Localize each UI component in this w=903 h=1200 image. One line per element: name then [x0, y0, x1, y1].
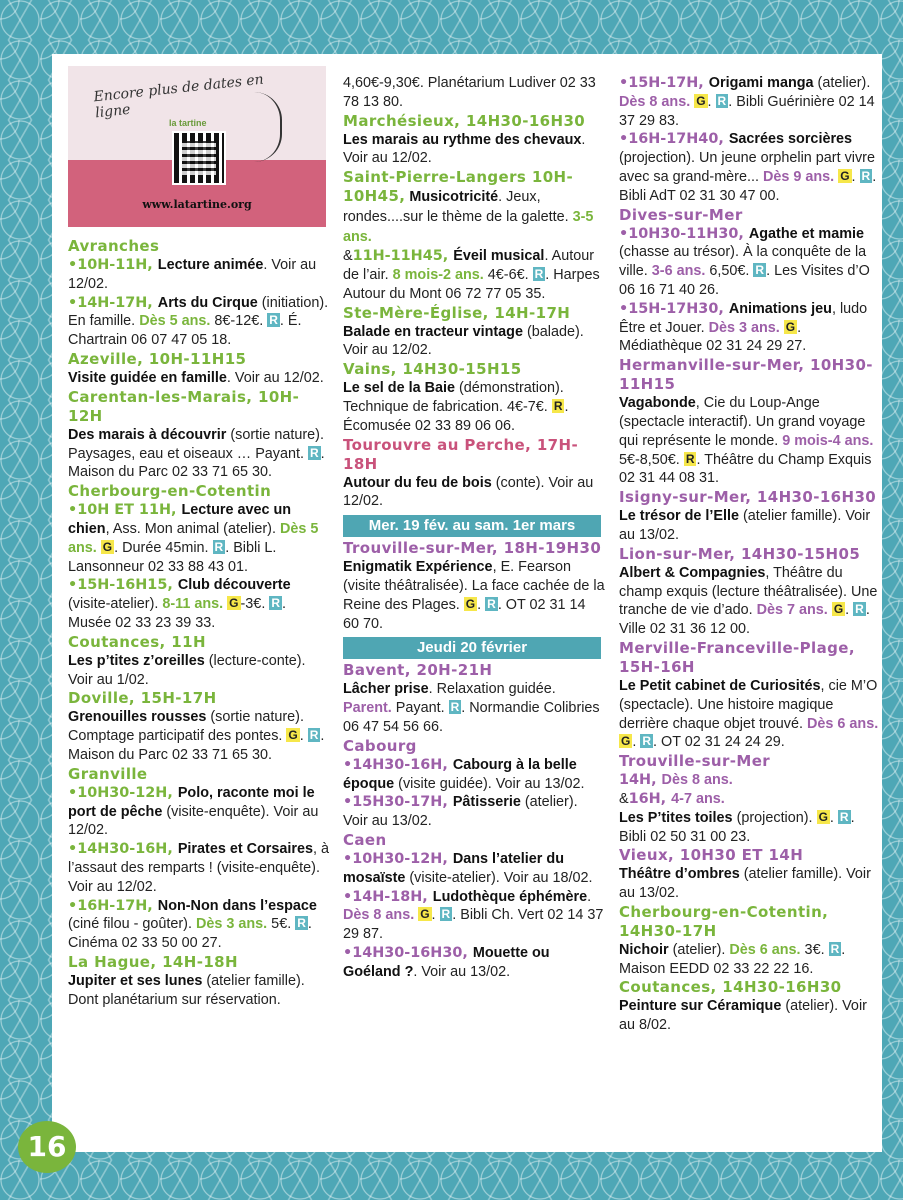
location-heading — [619, 846, 881, 865]
event-entry — [619, 507, 881, 545]
location-heading — [68, 237, 330, 256]
reservation-badge: R — [534, 266, 544, 281]
event-text: Dès 5 ans. — [68, 520, 319, 556]
location-heading — [619, 206, 881, 225]
event-text: 3€. — [800, 941, 829, 958]
event-text: 4€-6€. — [483, 266, 533, 283]
event-entry — [619, 677, 881, 752]
location-text: Carentan-les-Marais, 10H-12H — [68, 387, 300, 425]
free-badge: G — [288, 728, 298, 743]
event-text: , Ass. Mon animal (atelier). — [105, 520, 280, 537]
event-entry — [68, 294, 330, 350]
promo-banner — [68, 66, 326, 227]
event-text: (visite guidée). Voir au 13/02. — [394, 775, 585, 792]
event-entry — [68, 652, 330, 690]
free-badge: G — [785, 319, 796, 334]
location-heading — [619, 903, 881, 941]
event-text: Autour du feu de bois — [343, 474, 492, 491]
event-entry — [619, 394, 881, 488]
event-text: Arts du Cirque — [157, 294, 258, 311]
event-text: •16H-17H, — [68, 897, 158, 914]
event-text: . Voir au 12/02. — [68, 257, 317, 292]
event-text: (atelier). — [813, 75, 871, 91]
event-text: . Maison du Parc 02 33 71 65 30. — [68, 728, 325, 763]
event-text: . Harpes Autour du Mont 06 72 77 05 35. — [343, 266, 600, 302]
event-entry — [343, 888, 605, 944]
location-text: Caen — [343, 830, 387, 849]
location-heading — [343, 737, 605, 756]
event-entry — [619, 997, 881, 1035]
event-text: . OT 02 31 14 60 70. — [343, 596, 586, 632]
event-entry — [619, 865, 881, 903]
event-text: Dès 3 ans. — [195, 916, 268, 933]
event-text: Lecture avec un chien — [68, 502, 292, 537]
event-entry — [343, 247, 605, 303]
event-text: Les P’tites toiles — [619, 809, 733, 826]
event-text: 9 mois-4 ans. — [782, 432, 874, 449]
location-text: Avranches — [68, 237, 160, 255]
event-text: •14H30-16H30, — [343, 944, 473, 961]
event-entry — [68, 897, 330, 953]
location-heading — [68, 633, 330, 652]
content-area — [52, 54, 882, 1152]
arrow-icon — [254, 92, 282, 162]
date-banner: Mer. 19 fév. au sam. 1er mars — [343, 515, 601, 537]
event-text: •14H30-16H, — [343, 756, 453, 773]
location-heading — [343, 168, 605, 247]
event-text: Jupiter et ses lunes — [68, 972, 203, 989]
column-1 — [68, 66, 330, 1010]
reservation-badge: R — [861, 168, 871, 183]
event-text: Payant. — [391, 700, 449, 717]
event-text: Éveil musical — [453, 248, 545, 265]
event-text: •16H-17H40, — [619, 131, 729, 148]
event-text: 4,60€-9,30€. Planétarium Ludiver 02 33 78 13 80. — [343, 75, 596, 110]
location-text: Bavent, 20H-21H — [343, 661, 493, 680]
event-text: . Bibli AdT 02 31 30 47 00. — [619, 168, 877, 204]
location-text: Lion-sur-Mer, 14H30-15H05 — [619, 544, 861, 563]
location-heading — [68, 765, 330, 784]
event-entry — [619, 809, 881, 847]
qr-code-icon[interactable] — [172, 131, 226, 185]
event-text: Balade en tracteur vintage — [343, 323, 523, 340]
event-text: 3-6 ans. — [651, 263, 706, 280]
event-entry — [619, 225, 881, 300]
location-text: Saint-Pierre-Langers 10H-10H45, — [343, 168, 574, 206]
event-text: (sortie nature). Comptage participatif des pontes. — [68, 709, 304, 745]
page-number: 16 — [18, 1121, 76, 1173]
location-heading — [619, 978, 881, 997]
event-text: Dès 9 ans. — [762, 168, 835, 185]
location-text: Vieux, 10H30 ET 14H — [619, 846, 804, 865]
event-entry — [619, 130, 881, 205]
event-entry — [68, 576, 330, 632]
event-text: Sacrées sorcières — [728, 131, 853, 148]
event-entry — [343, 379, 605, 435]
event-entry — [343, 323, 605, 361]
event-text: (conte). Voir au 12/02. — [343, 474, 594, 510]
event-text: Musicotricité — [405, 189, 499, 206]
event-text: Origami manga — [708, 75, 814, 91]
free-badge: G — [420, 907, 430, 922]
event-text: Cabourg à la belle époque — [343, 756, 577, 792]
free-badge: G — [840, 168, 850, 183]
event-text: (visite-atelier). — [68, 596, 163, 613]
event-text: 8-11 ans. — [162, 596, 224, 613]
column-3 — [619, 74, 881, 1035]
event-text: , E. Fearson (visite théâtralisée). La face cachée de la Reine des Plages. — [343, 559, 605, 613]
event-text: Peinture sur Céramique — [619, 998, 782, 1015]
location-text: Coutances, 14H30-16H30 — [619, 978, 842, 997]
event-entry — [68, 708, 330, 764]
event-text: . — [851, 168, 860, 185]
event-text: . Écomusée 02 33 89 06 06. — [343, 398, 569, 434]
event-text: Des marais à découvrir — [68, 426, 227, 443]
event-text: Dès 6 ans. — [807, 715, 879, 732]
location-heading — [619, 752, 881, 771]
event-text: 8 mois-2 ans. — [392, 266, 484, 283]
event-text: (projection). Un jeune orphelin part vivre avec sa grand-mère... — [619, 150, 875, 185]
event-text: Le trésor de l’Elle — [619, 508, 739, 525]
event-text: . Normandie Colibries 06 47 54 56 66. — [343, 700, 600, 735]
event-text: Parent. — [343, 700, 392, 717]
event-text: & — [343, 248, 353, 265]
event-text: . OT 02 31 24 24 29. — [653, 734, 785, 751]
event-text: (atelier famille). Dont planétarium sur réservation. — [68, 972, 305, 1008]
reservation-badge: R — [271, 596, 280, 611]
event-text: Nichoir — [619, 941, 669, 958]
event-text: & — [619, 790, 629, 807]
event-entry — [619, 74, 881, 130]
reservation-badge: R — [309, 728, 319, 743]
location-text: La Hague, 14H-18H — [68, 952, 238, 971]
event-text: . Cinéma 02 33 50 00 27. — [68, 916, 312, 952]
event-text: . Musée 02 33 23 39 33. — [68, 596, 286, 631]
event-text: Enigmatik Expérience — [343, 559, 493, 576]
event-text: Dans l’atelier du mosaïste — [343, 850, 564, 886]
event-text: (lecture-conte). Voir au 1/02. — [68, 652, 306, 688]
event-text: . Bibli Guérinière 02 14 37 29 83. — [619, 93, 875, 129]
location-heading — [343, 304, 605, 323]
location-text: Trouville-sur-Mer — [619, 752, 771, 771]
location-heading — [68, 350, 330, 369]
location-text: Trouville-sur-Mer, 18H-19H30 — [343, 539, 602, 558]
event-text: •10H30-12H, — [343, 850, 453, 867]
event-text: 16H, — [628, 790, 672, 807]
location-text: Azeville, 10H-11H15 — [68, 349, 247, 368]
event-entry — [619, 790, 881, 809]
event-text: Dès 7 ans. — [756, 602, 828, 619]
event-text: •15H30-17H, — [343, 794, 453, 811]
event-text: Le Petit cabinet de Curiosités — [619, 677, 821, 694]
column-2 — [343, 74, 605, 982]
event-entry — [619, 564, 881, 639]
free-badge: G — [833, 602, 844, 617]
location-heading — [68, 689, 330, 708]
event-text: Visite guidée en famille — [68, 369, 227, 386]
event-text: . É. Chartrain 06 07 47 05 18. — [68, 313, 302, 349]
event-text: Dès 6 ans. — [729, 941, 801, 958]
location-heading — [343, 360, 605, 379]
event-entry — [343, 474, 605, 512]
reservation-badge: R — [310, 445, 319, 460]
event-text: Lecture animée — [157, 257, 264, 273]
event-text: . Voir au 12/02. — [343, 131, 586, 167]
event-text: (sortie nature). Paysages, eau et oiseaux … Payant. — [68, 426, 324, 462]
reservation-badge: R — [441, 907, 451, 922]
event-text: (atelier). Voir au 13/02. — [343, 794, 578, 830]
location-text: Tourouvre au Perche, 17H-18H — [343, 435, 579, 473]
reservation-badge: R — [855, 602, 864, 617]
event-text: Lâcher prise — [343, 681, 429, 698]
event-text: . Bibli L. Lansonneur 02 33 88 43 01. — [68, 539, 277, 575]
event-text: . Ville 02 31 36 12 00. — [619, 602, 870, 638]
event-entry — [343, 74, 605, 112]
event-text: Polo, raconte moi le port de pêche — [68, 784, 315, 820]
location-heading — [619, 545, 881, 564]
event-text: Ludothèque éphémère — [432, 888, 588, 905]
event-text: Dès 5 ans. — [139, 313, 211, 330]
location-text: Merville-Franceville-Plage, 15H-16H — [619, 638, 855, 676]
free-badge: G — [621, 734, 631, 749]
location-text: Doville, 15H-17H — [68, 689, 217, 708]
event-text: (atelier). Voir au 8/02. — [619, 998, 867, 1034]
event-entry — [343, 850, 605, 888]
reservation-badge: R — [297, 916, 306, 931]
event-text: 14H, — [619, 772, 662, 789]
event-text: (projection). — [732, 809, 817, 826]
column-3-events — [619, 74, 881, 1035]
event-text: (initiation). En famille. — [68, 294, 329, 330]
event-text: •14H30-16H, — [68, 841, 178, 858]
location-heading — [619, 356, 881, 394]
event-text: 11H-11H45, — [352, 248, 454, 265]
event-text: Animations jeu — [728, 300, 832, 317]
event-text: (visite-enquête). Voir au 12/02. — [68, 803, 319, 839]
event-text: (démonstration). Technique de fabrication. 4€-7€. — [343, 380, 564, 415]
reservation-badge: R — [717, 93, 727, 108]
event-text: Grenouilles rousses — [68, 709, 207, 726]
event-text: Dès 8 ans. — [661, 772, 733, 789]
event-text: (atelier). — [668, 941, 730, 958]
event-text: Mouette ou Goéland ? — [343, 944, 550, 980]
event-text: , cie M’O (spectacle). Une histoire magique derrière chaque objet trouvé. — [619, 677, 878, 732]
date-banner: Jeudi 20 février — [343, 637, 601, 659]
location-text: Marchésieux, 14H30-16H30 — [343, 111, 586, 130]
event-text: 5€. — [267, 916, 296, 933]
event-text: Les marais au rythme des chevaux — [343, 131, 582, 148]
event-entry — [68, 972, 330, 1010]
location-text: Isigny-sur-Mer, 14H30-16H30 — [619, 488, 877, 507]
event-text: , ludo Être et Jouer. — [619, 300, 868, 336]
event-text: . Durée 45min. — [114, 539, 213, 556]
event-text: •14H-17H, — [68, 294, 158, 311]
free-badge: R — [553, 398, 563, 413]
location-text: Hermanville-sur-Mer, 10H30-11H15 — [619, 356, 873, 394]
event-text: 6,50€. — [705, 263, 754, 280]
event-text: •10H30-11H30, — [619, 225, 749, 242]
event-entry — [68, 840, 330, 896]
promo-tagline: Encore plus de dates en ligne — [92, 71, 265, 122]
free-badge: G — [818, 809, 828, 824]
location-text: Ste-Mère-Église, 14H-17H — [343, 303, 571, 322]
event-entry — [343, 756, 605, 794]
event-entry — [68, 256, 330, 294]
event-text: Dès 3 ans. — [708, 319, 780, 336]
reservation-badge: R — [450, 700, 460, 715]
event-text: . — [299, 728, 308, 745]
location-heading — [343, 112, 605, 131]
event-text: . — [477, 596, 486, 613]
column-2-events — [343, 74, 605, 982]
event-text: . Voir au 12/02. — [226, 369, 324, 386]
event-text: Dès 8 ans. — [343, 907, 415, 924]
event-text: . — [632, 734, 641, 751]
free-badge: G — [229, 596, 239, 611]
event-text: (balade). Voir au 12/02. — [343, 323, 584, 359]
event-text: . Maison EEDD 02 33 22 22 16. — [619, 941, 846, 977]
free-badge: G — [465, 596, 476, 611]
event-text: (atelier famille). Voir au 13/02. — [619, 508, 871, 543]
event-entry — [68, 501, 330, 576]
event-text: 5€-8,50€. — [619, 451, 684, 468]
location-text: Cherbourg-en-Cotentin — [68, 482, 272, 501]
location-heading — [68, 953, 330, 972]
free-badge: G — [102, 539, 113, 554]
event-text: •15H-16H15, — [68, 577, 178, 594]
event-text: Les p’tites z’oreilles — [68, 652, 205, 669]
free-badge: R — [685, 451, 695, 466]
location-heading — [343, 661, 605, 680]
event-text: Vagabonde — [619, 395, 696, 412]
event-entry — [343, 793, 605, 831]
event-entry — [343, 131, 605, 169]
location-heading — [68, 388, 330, 426]
event-entry — [619, 941, 881, 979]
event-text: , à l’assaut des remparts ! (visite-enquête). Voir au 12/02. — [68, 841, 330, 895]
event-entry — [68, 784, 330, 840]
promo-url[interactable]: www.latartine.org — [142, 198, 252, 211]
reservation-badge: R — [839, 809, 849, 824]
event-entry — [68, 369, 330, 388]
reservation-badge: R — [830, 941, 840, 956]
event-text: . Les Visites d’O 06 16 71 40 26. — [619, 263, 870, 298]
location-heading — [343, 539, 605, 558]
location-text: Granville — [68, 764, 148, 783]
event-text: . — [587, 888, 592, 905]
location-heading — [619, 639, 881, 677]
event-text: . — [829, 809, 838, 826]
location-text: Vains, 14H30-15H15 — [343, 360, 522, 379]
event-text: (chasse au trésor). À la conquête de la ville. — [619, 244, 867, 280]
brand-logo: la tartine — [169, 118, 207, 128]
event-text: 3-5 ans. — [343, 209, 594, 246]
event-text: . Théâtre du Champ Exquis 02 31 44 08 31. — [619, 451, 872, 487]
event-entry — [619, 771, 881, 790]
event-text: . Médiathèque 02 31 24 29 27. — [619, 319, 807, 355]
event-entry — [68, 426, 330, 482]
event-text: Dès 8 ans. — [619, 93, 691, 110]
reservation-badge: R — [487, 596, 496, 611]
event-text: . — [707, 93, 716, 110]
event-text: , Théâtre du champ exquis (lecture théâtralisée). Une tranche de vie d’ado. — [619, 564, 878, 619]
event-text: . Voir au 13/02. — [413, 963, 511, 980]
event-text: . Jeux, rondes....sur le thème de la galette. — [343, 189, 573, 226]
event-text: (atelier famille). Voir au 13/02. — [619, 866, 871, 902]
event-text: (visite-atelier). Voir au 18/02. — [405, 869, 593, 886]
reservation-badge: R — [642, 734, 652, 749]
location-heading — [68, 482, 330, 501]
location-heading — [619, 488, 881, 507]
event-text: 4-7 ans. — [671, 790, 725, 807]
event-text: Albert & Compagnies — [619, 564, 766, 581]
location-text: Dives-sur-Mer — [619, 205, 743, 224]
event-text: •10H ET 11H, — [68, 502, 182, 519]
event-text: Non-Non dans l’espace — [157, 897, 317, 914]
event-text: , Cie du Loup-Ange (spectacle interactif). Un grand voyage qui représente le monde. — [619, 395, 866, 449]
event-text: . Relaxation guidée. — [428, 681, 556, 698]
event-text: . Bibli 02 50 31 00 23. — [619, 809, 855, 845]
event-text: •15H-17H30, — [619, 300, 729, 317]
event-entry — [343, 680, 605, 736]
event-text: Agathe et mamie — [748, 225, 865, 242]
event-text: . Bibli Ch. Vert 02 14 37 29 87. — [343, 907, 604, 943]
event-entry — [343, 558, 605, 633]
reservation-badge: R — [214, 539, 224, 554]
column-1-events — [68, 237, 330, 1010]
location-text: Cabourg — [343, 736, 417, 755]
event-text: (ciné filou - goûter). — [68, 916, 196, 933]
reservation-badge: R — [269, 313, 278, 328]
location-text: Coutances, 11H — [68, 632, 206, 651]
event-text: Pâtisserie — [452, 794, 521, 811]
event-text: . Autour de l’air. — [343, 248, 595, 283]
event-text: Pirates et Corsaires — [177, 841, 314, 858]
event-text: •10H30-12H, — [68, 784, 178, 801]
event-text: . — [845, 602, 854, 619]
event-text: Théâtre d’ombres — [619, 866, 740, 883]
reservation-badge: R — [755, 263, 765, 278]
event-text: •10H-11H, — [68, 257, 158, 273]
event-text: •15H-17H, — [619, 75, 709, 91]
event-text: . — [431, 907, 440, 924]
free-badge: G — [696, 93, 706, 108]
event-text: Club découverte — [177, 577, 291, 594]
location-heading — [343, 436, 605, 474]
event-text: -3€. — [240, 596, 270, 613]
event-text: 8€-12€. — [210, 313, 268, 330]
location-text: Cherbourg-en-Cotentin, 14H30-17H — [619, 902, 829, 940]
event-text: . Maison du Parc 02 33 71 65 30. — [68, 445, 325, 481]
location-heading — [343, 831, 605, 850]
event-text: •14H-18H, — [343, 888, 433, 905]
event-text: Le sel de la Baie — [343, 380, 455, 397]
event-entry — [619, 300, 881, 356]
event-entry — [343, 944, 605, 982]
